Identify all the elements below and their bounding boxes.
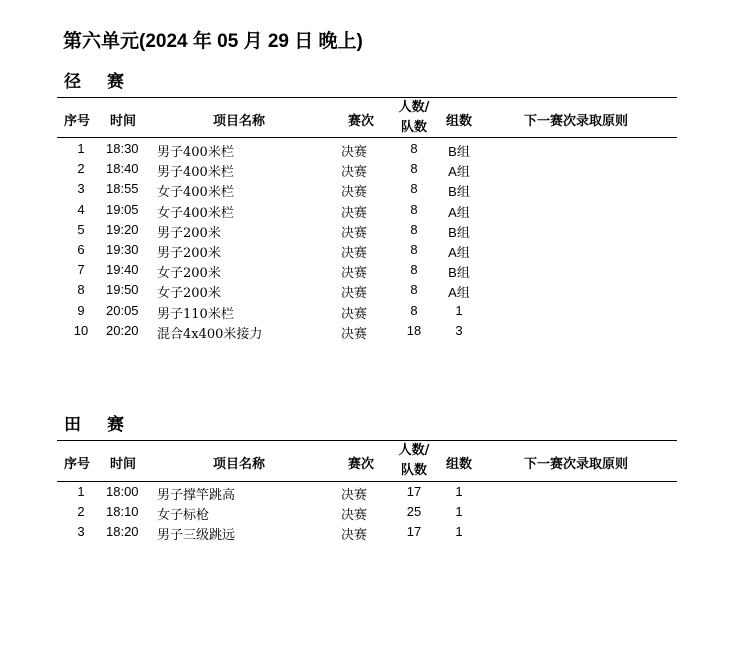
table-row bbox=[0, 260, 750, 280]
row-event: 男子400米栏 bbox=[157, 145, 234, 160]
header-seq: 序号 bbox=[64, 114, 91, 129]
row-count: 8 bbox=[410, 302, 418, 318]
row-groups: B组 bbox=[448, 144, 470, 159]
table-row bbox=[0, 321, 750, 341]
row-round: 决赛 bbox=[341, 306, 368, 322]
row-time: 19:40 bbox=[106, 262, 139, 278]
header-seq: 序号 bbox=[64, 457, 91, 472]
row-seq: 3 bbox=[77, 181, 85, 197]
row-count: 8 bbox=[410, 181, 418, 197]
header-count: 人数/ 队数 bbox=[398, 100, 430, 135]
row-round: 决赛 bbox=[341, 145, 368, 160]
row-event: 男子400米栏 bbox=[157, 165, 234, 181]
row-groups: 1 bbox=[455, 504, 463, 520]
row-groups: 3 bbox=[455, 322, 463, 338]
row-event: 女子400米栏 bbox=[157, 205, 234, 221]
row-event: 女子200米 bbox=[157, 286, 221, 302]
row-time: 20:20 bbox=[106, 322, 139, 338]
row-count: 8 bbox=[410, 141, 418, 156]
row-seq: 2 bbox=[77, 161, 85, 177]
row-groups: A组 bbox=[448, 204, 470, 220]
row-seq: 10 bbox=[73, 322, 89, 338]
table-row bbox=[0, 522, 750, 542]
table-row bbox=[0, 179, 750, 199]
row-round: 决赛 bbox=[341, 508, 368, 524]
header-count: 人数/ 队数 bbox=[398, 443, 430, 478]
field-section-title: 田 赛 bbox=[64, 415, 124, 435]
row-count: 8 bbox=[410, 221, 418, 237]
header-groups: 组数 bbox=[446, 457, 473, 472]
header-groups: 组数 bbox=[446, 114, 473, 129]
row-round: 决赛 bbox=[341, 326, 368, 342]
row-time: 18:30 bbox=[106, 141, 139, 156]
header-event: 项目名称 bbox=[213, 457, 266, 472]
row-groups: B组 bbox=[448, 265, 470, 281]
row-groups: A组 bbox=[448, 285, 470, 301]
row-time: 19:50 bbox=[106, 282, 139, 298]
row-count: 18 bbox=[406, 322, 422, 338]
row-event: 男子三级跳远 bbox=[157, 528, 236, 544]
row-event: 男子撑竿跳高 bbox=[157, 488, 236, 503]
row-groups: B组 bbox=[448, 224, 470, 240]
table-row bbox=[0, 240, 750, 260]
row-round: 决赛 bbox=[341, 185, 368, 201]
table-row bbox=[0, 482, 750, 502]
row-count: 8 bbox=[410, 282, 418, 298]
row-time: 20:05 bbox=[106, 302, 139, 318]
row-groups: 1 bbox=[455, 524, 463, 540]
row-round: 决赛 bbox=[341, 266, 368, 282]
row-round: 决赛 bbox=[341, 246, 368, 261]
row-event: 男子200米 bbox=[157, 225, 221, 241]
row-round: 决赛 bbox=[341, 528, 368, 544]
row-groups: A组 bbox=[448, 164, 470, 180]
header-time: 时间 bbox=[110, 114, 137, 129]
row-count: 8 bbox=[410, 242, 418, 257]
row-round: 决赛 bbox=[341, 165, 368, 181]
track-section-title: 径 赛 bbox=[64, 72, 124, 92]
track-header-bottom-rule bbox=[57, 137, 677, 138]
header-event: 项目名称 bbox=[213, 114, 266, 129]
header-rule: 下一赛次录取原则 bbox=[524, 457, 629, 472]
row-seq: 7 bbox=[77, 262, 85, 278]
row-event: 男子200米 bbox=[157, 246, 221, 261]
header-rule: 下一赛次录取原则 bbox=[524, 114, 629, 129]
row-time: 18:40 bbox=[106, 161, 139, 177]
table-row bbox=[0, 200, 750, 220]
row-count: 8 bbox=[410, 161, 418, 177]
row-seq: 1 bbox=[77, 484, 85, 499]
row-groups: 1 bbox=[455, 484, 463, 499]
header-round: 赛次 bbox=[348, 114, 375, 129]
row-event: 男子110米栏 bbox=[157, 306, 234, 322]
row-round: 决赛 bbox=[341, 488, 368, 503]
row-event: 女子400米栏 bbox=[157, 185, 234, 201]
row-event: 女子200米 bbox=[157, 266, 221, 282]
table-row bbox=[0, 159, 750, 179]
row-seq: 6 bbox=[77, 242, 85, 257]
table-row bbox=[0, 280, 750, 300]
row-time: 18:55 bbox=[106, 181, 139, 197]
row-groups: B组 bbox=[448, 184, 470, 200]
row-time: 18:20 bbox=[106, 524, 139, 540]
row-time: 18:00 bbox=[106, 484, 139, 499]
header-time: 时间 bbox=[110, 457, 137, 472]
row-count: 17 bbox=[406, 484, 422, 499]
row-event: 混合4x400米接力 bbox=[157, 326, 263, 342]
row-seq: 3 bbox=[77, 524, 85, 540]
row-seq: 9 bbox=[77, 302, 85, 318]
row-round: 决赛 bbox=[341, 205, 368, 221]
row-count: 8 bbox=[410, 262, 418, 278]
row-groups: A组 bbox=[448, 245, 470, 260]
row-time: 19:05 bbox=[106, 201, 139, 217]
table-row bbox=[0, 139, 750, 159]
row-count: 8 bbox=[410, 201, 418, 217]
row-seq: 5 bbox=[77, 221, 85, 237]
row-round: 决赛 bbox=[341, 286, 368, 302]
row-round: 决赛 bbox=[341, 225, 368, 241]
table-row bbox=[0, 220, 750, 240]
row-seq: 2 bbox=[77, 504, 85, 520]
page-title: 第六单元(2024 年 05 月 29 日 晚上) bbox=[63, 31, 363, 52]
row-count: 17 bbox=[406, 524, 422, 540]
header-round: 赛次 bbox=[348, 457, 375, 472]
row-event: 女子标枪 bbox=[157, 508, 210, 524]
table-row bbox=[0, 502, 750, 522]
row-time: 18:10 bbox=[106, 504, 139, 520]
row-count: 25 bbox=[406, 504, 422, 520]
row-time: 19:20 bbox=[106, 221, 139, 237]
track-header-top-rule bbox=[57, 97, 677, 98]
table-row bbox=[0, 301, 750, 321]
row-seq: 4 bbox=[77, 201, 85, 217]
row-time: 19:30 bbox=[106, 242, 139, 257]
field-header-top-rule bbox=[57, 440, 677, 441]
row-seq: 8 bbox=[77, 282, 85, 298]
row-seq: 1 bbox=[77, 141, 85, 156]
row-groups: 1 bbox=[455, 302, 463, 318]
